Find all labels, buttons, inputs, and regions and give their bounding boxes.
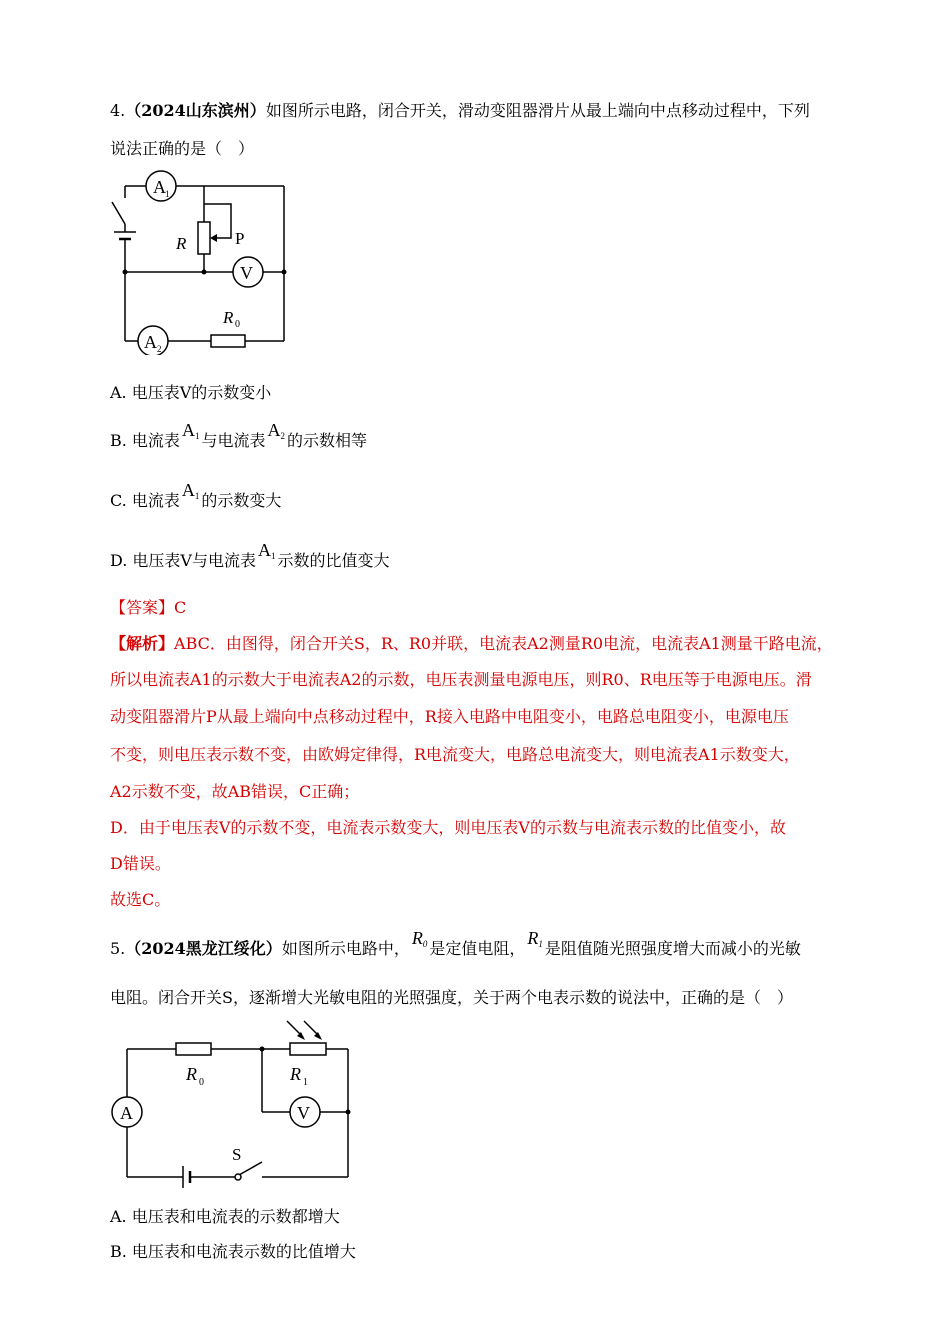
- q4-circuit-diagram: [104, 170, 304, 355]
- svg-text:A: A: [153, 177, 166, 197]
- q5-source: （2024黑龙江绥化）: [125, 939, 282, 958]
- svg-text:A: A: [120, 1103, 133, 1123]
- ammeter-a1-symbol: $A_1$: [181, 480, 200, 501]
- q4-option-b: B. 电流表$A_1$ 与电流表$A_2$ 的示数相等: [110, 420, 367, 450]
- svg-text:R: R: [290, 1064, 301, 1084]
- q5-circuit-diagram: [104, 1020, 364, 1190]
- q4-stem-text1: 如图所示电路，闭合开关，滑动变阻器滑片从最上端向中点移动过程中，下列: [265, 101, 810, 120]
- q4-analysis-line5: A2示数不变，故AB错误，C正确；: [110, 782, 360, 801]
- q4-option-a: A. 电压表V的示数变小: [110, 383, 272, 402]
- q4-option-c: C. 电流表$A_1$ 的示数变大: [110, 480, 282, 510]
- q4-analysis-tag: 【解析】: [110, 634, 175, 653]
- q5-stem-line1: 5.（2024黑龙江绥化）如图所示电路中，$R_0$ 是定值电阻，$R_1$ 是阻值随光照强度增大而减小的光敏: [110, 928, 801, 958]
- q4-stem-line1: [110, 101, 810, 121]
- q5-stem-line2: 电阻。闭合开关S，逐渐增大光敏电阻的光照强度，关于两个电表示数的说法中，正确的是（ ）: [110, 988, 793, 1007]
- q4-analysis-line2: 所以电流表A1的示数大于电流表A2的示数，电压表测量电源电压，则R0、R电压等于电源电压。滑: [110, 670, 812, 689]
- svg-text:R: R: [186, 1064, 197, 1084]
- svg-text:1: 1: [165, 189, 170, 199]
- q4-stem-line2: 说法正确的是（ ）: [110, 139, 255, 158]
- q4-analysis-line4: 不变，则电压表示数不变，由欧姆定律得，R电流变大，电路总电流变大，则电流表A1示数变大，: [110, 745, 800, 764]
- q4-analysis-line7: D错误。: [110, 854, 171, 873]
- q5-option-a: A. 电压表和电流表的示数都增大: [110, 1207, 340, 1226]
- ammeter-a2-symbol: $A_2$: [267, 420, 285, 441]
- svg-text:R: R: [176, 234, 187, 253]
- svg-text:0: 0: [199, 1077, 204, 1088]
- ammeter-a1-symbol: $A_1$: [181, 420, 200, 441]
- q5-number: 5.: [110, 939, 126, 958]
- svg-text:2: 2: [157, 344, 162, 354]
- q4-number: 4.: [110, 101, 126, 120]
- q4-analysis-line3: 动变阻器滑片P从最上端向中点移动过程中，R接入电路中电阻变小，电路总电阻变小，电源电压: [110, 707, 789, 726]
- svg-text:V: V: [240, 263, 253, 283]
- q5-option-b: B. 电压表和电流表示数的比值增大: [110, 1242, 356, 1261]
- q4-analysis-line8: 故选C。: [110, 890, 171, 909]
- q4-answer: 【答案】C: [110, 598, 187, 617]
- q4-analysis-line6: D．由于电压表V的示数不变，电流表示数变大，则电压表V的示数与电流表示数的比值变小，故: [110, 818, 786, 837]
- svg-text:1: 1: [303, 1077, 308, 1088]
- svg-text:V: V: [297, 1103, 310, 1123]
- r0-symbol: $R_0$: [411, 928, 428, 949]
- svg-text:0: 0: [235, 319, 240, 330]
- svg-text:P: P: [235, 229, 245, 248]
- svg-text:S: S: [232, 1145, 242, 1164]
- ammeter-a1-symbol: $A_1$: [258, 540, 276, 561]
- q4-source: （2024山东滨州）: [125, 101, 266, 120]
- svg-text:A: A: [144, 332, 157, 352]
- q4-option-d: D. 电压表V与电流表$A_1$ 示数的比值变大: [110, 540, 390, 570]
- r1-symbol: $R_1$: [527, 928, 543, 949]
- svg-text:R: R: [223, 308, 234, 327]
- q4-analysis-line1: 【解析】ABC．由图得，闭合开关S，R、R0并联，电流表A2测量R0电流，电流表A1测量干路电流，: [110, 634, 833, 653]
